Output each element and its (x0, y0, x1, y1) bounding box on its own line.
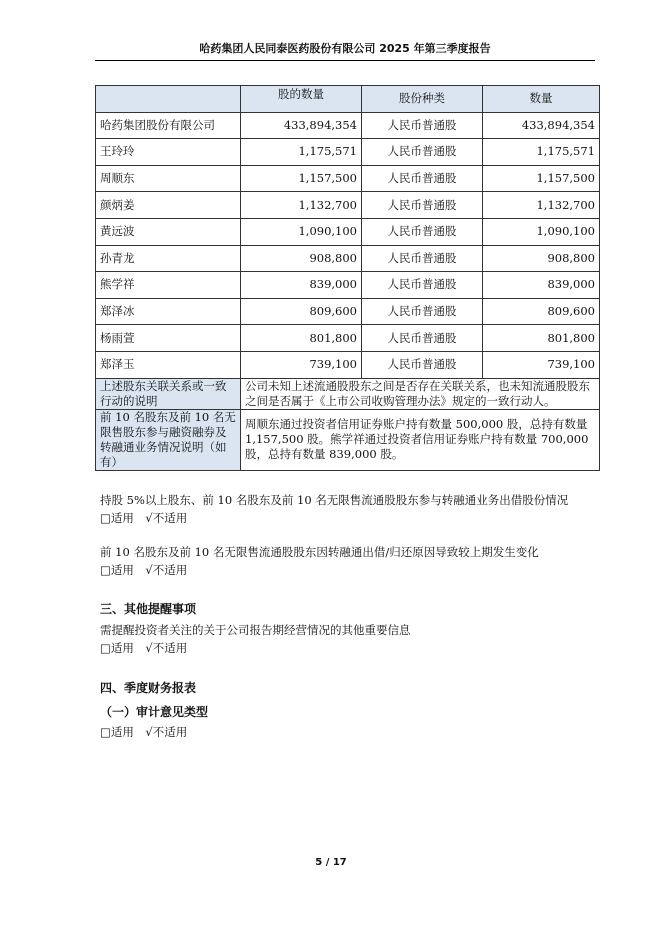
holder-shares-cell: 1,132,700 (241, 192, 362, 219)
lending-applicable: □适用 √不适用 (100, 511, 188, 525)
page-header: 哈药集团人民同泰医药股份有限公司 2025 年第三季度报告 (95, 40, 595, 61)
table-row (96, 112, 600, 139)
table-row (96, 351, 600, 378)
page-number: 5 / 17 (315, 857, 347, 868)
holder-qty-cell: 908,800 (483, 245, 600, 272)
note-row-relations (96, 378, 600, 409)
holder-name-cell: 郑泽冰 (96, 298, 241, 325)
table-row (96, 325, 600, 352)
holder-name-cell: 郑泽玉 (96, 351, 241, 378)
holder-shares-cell: 433,894,354 (241, 112, 362, 139)
shareholders-table (95, 85, 600, 471)
header-cell-type: 股份种类 (362, 86, 483, 113)
holder-type-cell: 人民币普通股 (362, 351, 483, 378)
holder-type-cell: 人民币普通股 (362, 272, 483, 299)
holder-qty-cell: 801,800 (483, 325, 600, 352)
holder-type-cell: 人民币普通股 (362, 325, 483, 352)
note2-label: 前 10 名股东及前 10 名无限售股东参与融资融券及转融通业务情况说明（如有） (96, 409, 241, 470)
holder-qty-cell: 739,100 (483, 351, 600, 378)
holder-qty-cell: 1,175,571 (483, 139, 600, 166)
table-header-row (96, 86, 600, 113)
holder-name-cell: 熊学祥 (96, 272, 241, 299)
holder-shares-cell: 809,600 (241, 298, 362, 325)
holder-shares-cell: 1,090,100 (241, 218, 362, 245)
holder-name-cell: 黄远波 (96, 218, 241, 245)
lending-text: 持股 5%以上股东、前 10 名股东及前 10 名无限售流通股股东参与转融通业务出借股份情况 (100, 493, 569, 507)
section-4-applicable: □适用 √不适用 (100, 725, 188, 739)
note1-label: 上述股东关联关系或一致行动的说明 (96, 378, 241, 409)
holder-name-cell: 王玲玲 (96, 139, 241, 166)
holder-shares-cell: 1,157,500 (241, 165, 362, 192)
change-section (100, 543, 539, 579)
holder-qty-cell: 1,090,100 (483, 218, 600, 245)
lending-section (100, 491, 568, 527)
financial-statements-section (100, 679, 208, 741)
table-row (96, 245, 600, 272)
other-reminders-section (100, 600, 411, 657)
holder-type-cell: 人民币普通股 (362, 245, 483, 272)
section-3-applicable: □适用 √不适用 (100, 641, 188, 655)
change-applicable: □适用 √不适用 (100, 563, 188, 577)
holder-qty-cell: 433,894,354 (483, 112, 600, 139)
holder-qty-cell: 1,132,700 (483, 192, 600, 219)
holder-type-cell: 人民币普通股 (362, 218, 483, 245)
table-row (96, 298, 600, 325)
header-cell-shares (241, 86, 362, 113)
note-row-margin (96, 409, 600, 470)
holder-type-cell: 人民币普通股 (362, 139, 483, 166)
holder-type-cell: 人民币普通股 (362, 298, 483, 325)
section-4-subtitle: （一）审计意见类型 (100, 705, 209, 719)
header-shares-label: 股的数量 (278, 87, 324, 102)
note2-text: 周顺东通过投资者信用证券账户持有数量 500,000 股，总持有数量 1,157,500 股。熊学祥通过投资者信用证券账户持有数量 700,000 股，总持有数量 839,000 股。 (241, 409, 600, 470)
table-row (96, 272, 600, 299)
header-cell-qty: 数量 (483, 86, 600, 113)
holder-name-cell: 周顺东 (96, 165, 241, 192)
holder-qty-cell: 809,600 (483, 298, 600, 325)
section-3-title: 三、其他提醒事项 (100, 602, 197, 616)
holder-shares-cell: 801,800 (241, 325, 362, 352)
holder-shares-cell: 908,800 (241, 245, 362, 272)
holder-qty-cell: 839,000 (483, 272, 600, 299)
holder-shares-cell: 739,100 (241, 351, 362, 378)
holder-type-cell: 人民币普通股 (362, 192, 483, 219)
holder-shares-cell: 839,000 (241, 272, 362, 299)
note1-text: 公司未知上述流通股股东之间是否存在关联关系，也未知流通股股东之间是否属于《上市公司收购管理办法》规定的一致行动人。 (241, 378, 600, 409)
holder-name-cell: 孙青龙 (96, 245, 241, 272)
section-3-text: 需提醒投资者关注的关于公司报告期经营情况的其他重要信息 (100, 623, 411, 637)
holder-qty-cell: 1,157,500 (483, 165, 600, 192)
change-text: 前 10 名股东及前 10 名无限售流通股股东因转融通出借/归还原因导致较上期发生变化 (100, 545, 539, 559)
holder-shares-cell: 1,175,571 (241, 139, 362, 166)
holder-name-cell: 颜炳姜 (96, 192, 241, 219)
holder-type-cell: 人民币普通股 (362, 165, 483, 192)
holder-name-cell: 杨雨萱 (96, 325, 241, 352)
table-row (96, 192, 600, 219)
table-row (96, 139, 600, 166)
table-row (96, 218, 600, 245)
table-row (96, 165, 600, 192)
header-cell-name (96, 86, 241, 113)
holder-type-cell: 人民币普通股 (362, 112, 483, 139)
section-4-title: 四、季度财务报表 (100, 681, 197, 695)
holder-name-cell: 哈药集团股份有限公司 (96, 112, 241, 139)
